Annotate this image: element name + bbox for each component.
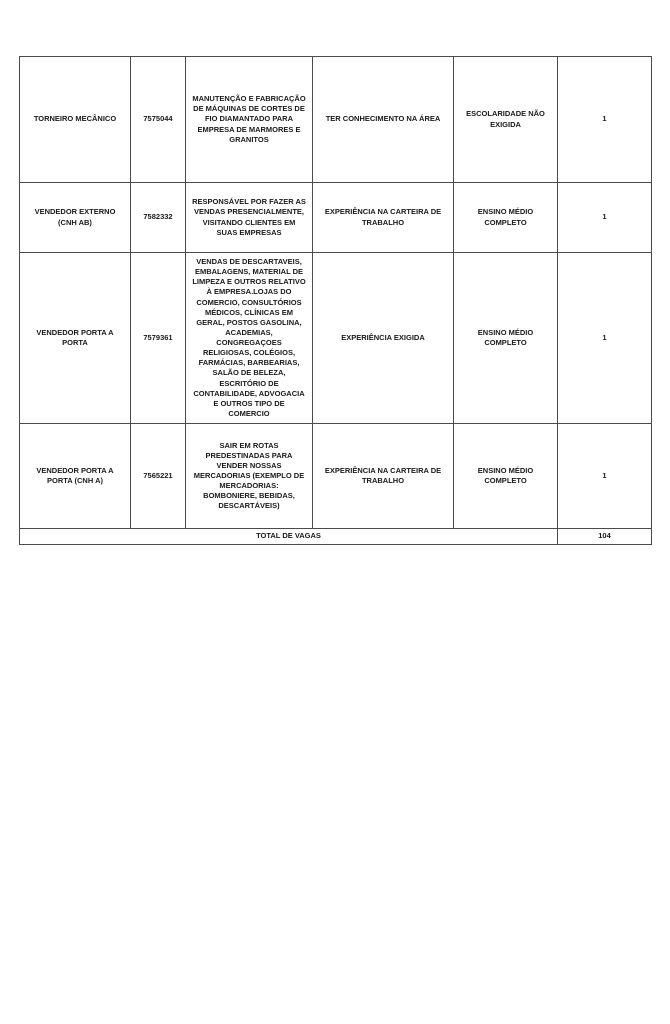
vacancies-table	[19, 56, 652, 545]
table-row	[20, 57, 652, 183]
vacancy-count-cell: 1	[558, 424, 652, 529]
job-description-cell: RESPONSÁVEL POR FAZER AS VENDAS PRESENCIALMENTE, VISITANDO CLIENTES EM SUAS EMPRESAS	[186, 183, 313, 253]
job-code-cell: 7582332	[131, 183, 186, 253]
job-education-cell: ESCOLARIDADE NÃO EXIGIDA	[454, 57, 558, 183]
job-code-cell: 7575044	[131, 57, 186, 183]
job-requirement-cell: EXPERIÊNCIA NA CARTEIRA DE TRABALHO	[313, 424, 454, 529]
job-education-cell: ENSINO MÉDIO COMPLETO	[454, 253, 558, 424]
job-title-cell: VENDEDOR PORTA A PORTA	[20, 253, 131, 424]
total-value-cell: 104	[558, 529, 652, 545]
job-requirement-cell: TER CONHECIMENTO NA ÁREA	[313, 57, 454, 183]
table-row	[20, 424, 652, 529]
total-row	[20, 529, 652, 545]
vacancy-count-cell: 1	[558, 253, 652, 424]
table-row	[20, 253, 652, 424]
job-code-cell: 7565221	[131, 424, 186, 529]
job-education-cell: ENSINO MÉDIO COMPLETO	[454, 424, 558, 529]
table-row	[20, 183, 652, 253]
job-description-cell: SAIR EM ROTAS PREDESTINADAS PARA VENDER NOSSAS MERCADORIAS (EXEMPLO DE MERCADORIAS: BOMBONIERE, BEBIDAS, DESCARTÁVEIS)	[186, 424, 313, 529]
job-code-cell: 7579361	[131, 253, 186, 424]
total-label-cell: TOTAL DE VAGAS	[20, 529, 558, 545]
job-requirement-cell: EXPERIÊNCIA NA CARTEIRA DE TRABALHO	[313, 183, 454, 253]
job-description-cell: VENDAS DE DESCARTAVEIS, EMBALAGENS, MATERIAL DE LIMPEZA E OUTROS RELATIVO À EMPRESA.LOJAS DO COMERCIO, CONSULTÓRIOS MÉDICOS, CLÍNICAS EM GERAL, POSTOS GASOLINA, ACADEMIAS, CONGREGAÇOES RELIGIOSAS, COLÉGIOS, FARMÁCIAS, BARBEARIAS, SALÃO DE BELEZA, ESCRITÓRIO DE CONTABILIDADE, ADVOGACIA E OUTROS TIPO DE COMERCIO	[186, 253, 313, 424]
vacancy-count-cell: 1	[558, 183, 652, 253]
job-description-cell: MANUTENÇÃO E FABRICAÇÃO DE MÁQUINAS DE CORTES DE FIO DIAMANTADO PARA EMPRESA DE MARMORES E GRANITOS	[186, 57, 313, 183]
job-title-cell: TORNEIRO MECÂNICO	[20, 57, 131, 183]
vacancy-count-cell: 1	[558, 57, 652, 183]
job-education-cell: ENSINO MÉDIO COMPLETO	[454, 183, 558, 253]
job-title-cell: VENDEDOR PORTA A PORTA (CNH A)	[20, 424, 131, 529]
job-requirement-cell: EXPERIÊNCIA EXIGIDA	[313, 253, 454, 424]
job-title-cell: VENDEDOR EXTERNO (CNH AB)	[20, 183, 131, 253]
